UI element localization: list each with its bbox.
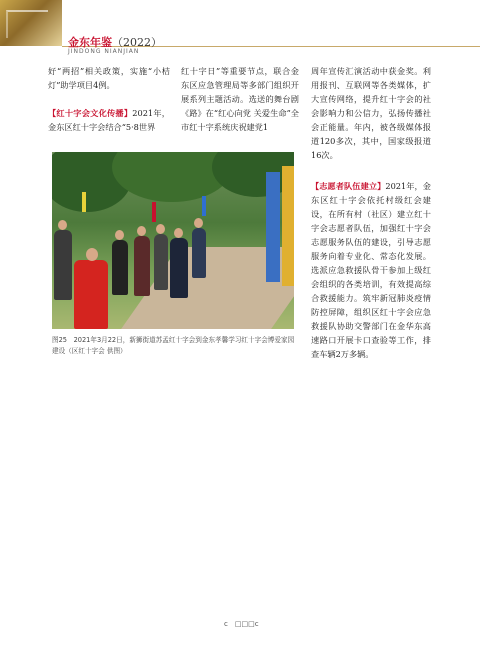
- person-head: [86, 248, 98, 261]
- person: [134, 236, 150, 296]
- figure-photo: [52, 152, 294, 329]
- person-head: [58, 220, 67, 230]
- yearbook-year: （2022）: [112, 36, 162, 49]
- display-board: [266, 172, 280, 282]
- yearbook-subtitle: JINDONG NIANJIAN: [68, 48, 140, 55]
- flag: [82, 192, 86, 212]
- person: [170, 238, 188, 298]
- section-heading: 【志愿者队伍建立】: [311, 181, 386, 191]
- person-head: [156, 224, 165, 234]
- person-head: [174, 228, 183, 238]
- person: [154, 234, 168, 290]
- person: [54, 230, 72, 300]
- flag: [152, 202, 156, 222]
- paragraph: 周年宣传汇演活动中获金奖。利用报刊、互联网等各类媒体，扩大宣传网络，提升红十字会的社会影响力和公信力，弘扬传播社会正能量。年内，被各级媒体报道120多次，其中，国家级报道16次。: [311, 66, 431, 160]
- person: [112, 240, 128, 295]
- section-heading: 【红十字会文化传播】: [48, 108, 133, 118]
- column-right-bottom: [311, 179, 431, 361]
- person-head: [115, 230, 124, 240]
- flag: [202, 196, 206, 216]
- header-photo: [0, 0, 62, 46]
- paragraph-text: 2021年，金东区红十字会依托村级红会建设，在所有村（社区）建立红十字会志愿者队伍，加强红十字会志愿服务队伍的建设，引导志愿服务向着专业化、常态化发展。选派应急救援队骨干参加上级红会组织的各类培训，有效提高综合救援能力。筑牢新冠肺炎疫情防控屏障，组织区红十字会应急救援队协助交警部门在金华东高速路口开展卡口查验等工作，排查车辆2万多辆。: [311, 181, 431, 359]
- paragraph-text: 2021年，金东区红十字会结合“5·8世界: [48, 108, 170, 132]
- paragraph: [48, 106, 170, 134]
- paragraph: 好“两招”相关政策，实施“小桔灯”助学项目4例。: [48, 66, 170, 90]
- page-footer: c □□□c: [224, 620, 259, 628]
- person-head: [137, 226, 146, 236]
- column-right-top: [311, 64, 431, 162]
- figure-caption: 图25 2021年3月22日，新狮街道苏孟红十字会到金东孝馨学习红十字会博爱家园建设（区红十字会 供图）: [52, 336, 295, 355]
- paragraph: 红十字日”等重要节点，联合金东区应急管理局等多部门组织开展系列主题活动。选送的舞台剧《路》在“红心向党 关爱生命”全市红十字系统庆祝建党1: [181, 66, 299, 132]
- column-left: [48, 64, 170, 134]
- display-board: [282, 166, 294, 286]
- person: [192, 228, 206, 278]
- person: [74, 260, 108, 329]
- yearbook-title: 金东年鉴: [68, 36, 112, 49]
- paragraph: [311, 179, 431, 361]
- person-head: [194, 218, 203, 228]
- column-middle: [181, 64, 299, 134]
